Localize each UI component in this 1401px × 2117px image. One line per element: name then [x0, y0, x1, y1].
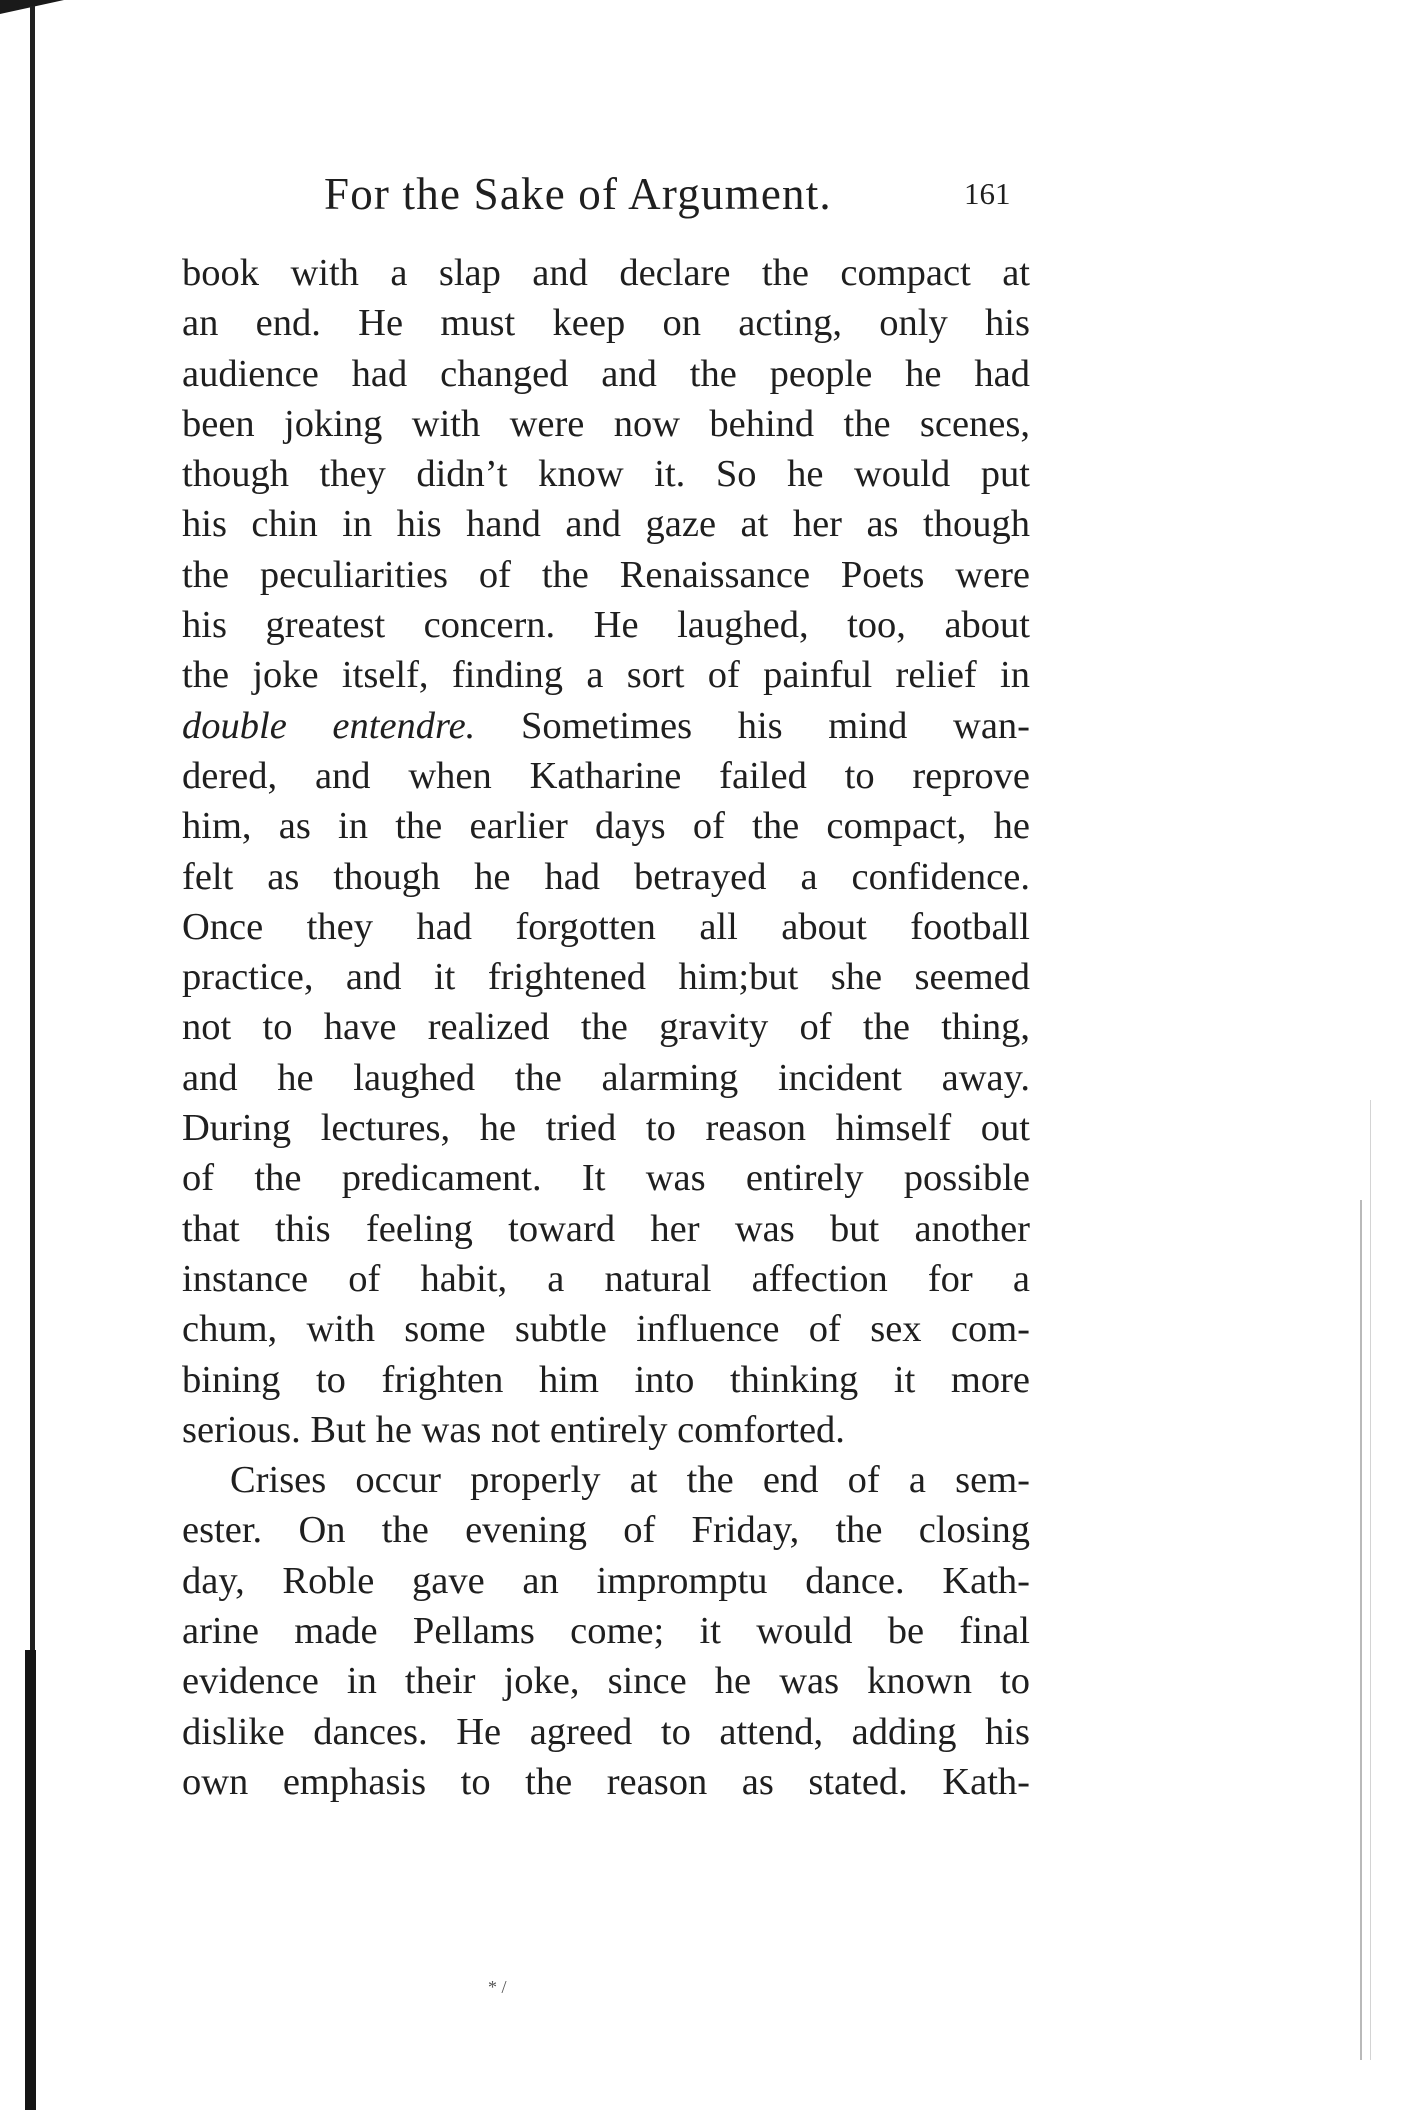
text-line: not to have realized the gravity of the thing,	[182, 1006, 1030, 1049]
running-head	[180, 170, 1050, 218]
text-line: own emphasis to the reason as stated. Kath-	[182, 1760, 1030, 1803]
text-line: evidence in their joke, since he was known to	[182, 1660, 1030, 1703]
italic-phrase: double entendre.	[182, 704, 476, 747]
text-line: audience had changed and the people he had	[182, 352, 1030, 395]
text-line: been joking with were now behind the scenes,	[182, 402, 1030, 445]
text-line: chum, with some subtle influence of sex com-	[182, 1308, 1030, 1351]
text-line: day, Roble gave an impromptu dance. Kath-	[182, 1559, 1030, 1602]
text-line: the peculiarities of the Renaissance Poets were	[182, 553, 1030, 596]
binding-edge-shadow	[25, 1650, 36, 2110]
page-number: 161	[964, 176, 1011, 211]
text-fragment: Sometimes his mind wan-	[520, 704, 1030, 747]
text-line: ester. On the evening of Friday, the closing	[182, 1509, 1030, 1552]
text-line: book with a slap and declare the compact at	[182, 252, 1030, 294]
text-line: though they didn’t know it. So he would put	[182, 453, 1030, 496]
text-line: his chin in his hand and gaze at her as though	[182, 503, 1030, 546]
text-line: felt as though he had betrayed a confidence.	[182, 855, 1030, 898]
text-line: his greatest concern. He laughed, too, about	[182, 604, 1030, 647]
text-line-paragraph-start: Crises occur properly at the end of a sem-	[230, 1459, 1030, 1502]
text-line: of the predicament. It was entirely possible	[182, 1157, 1030, 1200]
body-text	[182, 248, 1030, 1807]
text-line: and he laughed the alarming incident away.	[182, 1056, 1030, 1099]
text-line: an end. He must keep on acting, only his	[182, 302, 1030, 345]
text-line: that this feeling toward her was but another	[182, 1207, 1030, 1250]
running-title: For the Sake of Argument.	[324, 169, 832, 219]
text-line: Once they had forgotten all about football	[182, 905, 1030, 948]
text-line: dislike dances. He agreed to attend, adding his	[182, 1710, 1030, 1753]
page-edge	[1360, 1200, 1362, 2060]
text-line: dered, and when Katharine failed to reprove	[182, 754, 1030, 797]
text-line-paragraph-end: serious. But he was not entirely comforted.	[182, 1408, 845, 1451]
text-line	[182, 701, 1030, 751]
footer-mark: * /	[488, 1977, 507, 1997]
page-edge-faint	[1370, 1100, 1371, 2060]
text-line: him, as in the earlier days of the compact, he	[182, 805, 1030, 848]
text-line: During lectures, he tried to reason himself out	[182, 1107, 1030, 1150]
text-line: instance of habit, a natural affection for a	[182, 1257, 1030, 1300]
text-line: bining to frighten him into thinking it more	[182, 1358, 1030, 1401]
text-line: the joke itself, finding a sort of painful relief in	[182, 654, 1030, 697]
text-line: practice, and it frightened him;but she seemed	[182, 956, 1030, 999]
text-line: arine made Pellams come; it would be final	[182, 1610, 1030, 1653]
